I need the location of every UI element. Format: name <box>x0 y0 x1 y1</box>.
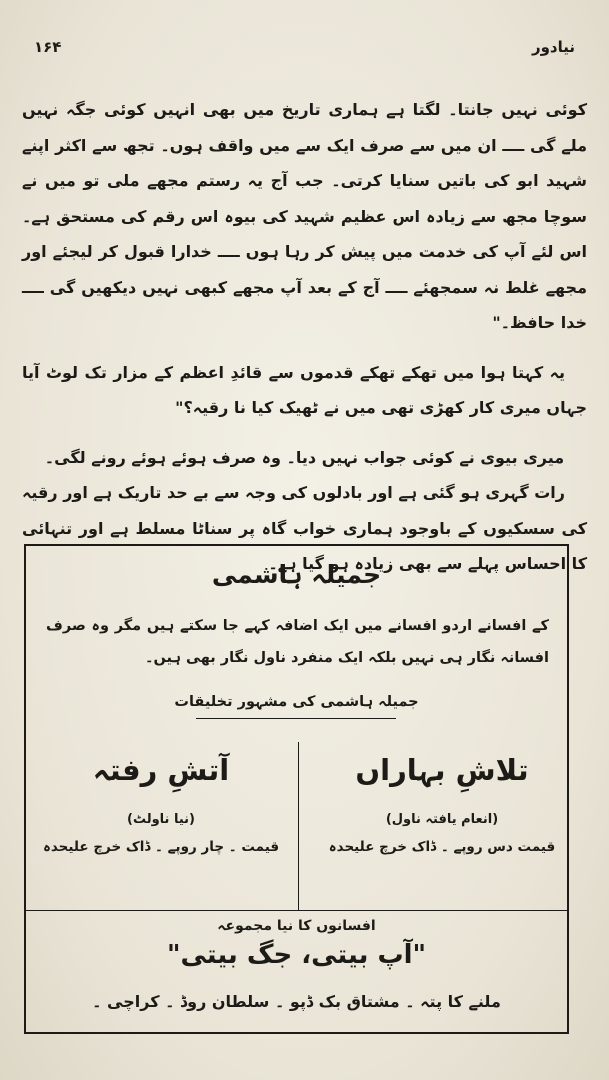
ad-subtitle: جمیلہ ہاشمی کی مشہور تخلیقات <box>174 694 419 710</box>
paragraph: کوئی نہیں جانتا۔ لگتا ہے ہماری تاریخ میں بھی انہیں کوئی جگہ نہیں ملے گی ــــ ان میں سے صرف ایک سے میں واقف ہوں۔ تجھ سے اکثر اپنے شہید ابو کی باتیں سنایا کرتی۔ جب آج یہ رستم مجھے ملی تو میں نے سوچا مجھ سے زیادہ اس عظیم شہید کی بیوہ اس رقم کی مستحق ہے۔ اس لئے آپ کی خدمت میں پیش کر رہا ہوں ــــ خدارا قبول کر لیجئے اور مجھے غلط نہ سمجھئے ــــ آج کے بعد آپ مجھے کبھی نہیں دیکھیں گی ــــ خدا حافظ۔" <box>22 100 587 332</box>
book-column-right <box>317 746 567 855</box>
page-header <box>34 36 575 58</box>
book-price: قیمت دس روپے ۔ ڈاک خرچ علیحدہ <box>328 839 556 855</box>
ad-author-name: جمیلہ ہاشمی <box>211 560 382 589</box>
subtitle-underline <box>196 718 396 719</box>
collection-title: "آپ بیتی، جگ بیتی" <box>166 940 427 970</box>
paragraph: رات گہری ہو گئی ہے اور بادلوں کی وجہ سے بے حد تاریک ہے اور رقیہ کی سسکیوں کے باوجود ہماری خواب گاہ پر سناٹا مسلط ہے اور تنہائی کا احساس پہلے سے بھی زیادہ ہو گیا ہے۔ <box>22 483 587 573</box>
book-column-left <box>36 746 286 855</box>
book-title: آتشِ رفتہ <box>92 753 230 787</box>
ad-description: کے افسانے اردو افسانے میں ایک اضافہ کہے جا سکتے ہیں مگر وہ صرف افسانہ نگار ہی نہیں بلکہ ایک منفرد ناول نگار بھی ہیں۔ <box>46 618 549 666</box>
paragraph: یہ کہتا ہوا میں تھکے تھکے قدموں سے قائدِ اعظم کے مزار تک لوٹ آیا جہاں میری کار کھڑی تھی میں نے ٹھیک کیا نا رقیہ؟" <box>22 362 587 417</box>
book-kind: (انعام یافتہ ناول) <box>385 812 499 827</box>
story-text <box>22 92 587 582</box>
book-title: تلاشِ بہاراں <box>355 753 529 787</box>
paragraph: میری بیوی نے کوئی جواب نہیں دیا۔ وہ صرف ہوئے ہوئے رونے لگی۔ <box>44 447 565 467</box>
book-kind: (نیا ناولٹ) <box>127 812 195 827</box>
page-number: ۱۶۴ <box>34 38 62 56</box>
column-divider <box>298 742 299 910</box>
collection-label: افسانوں کا نیا مجموعہ <box>217 918 376 934</box>
book-advertisement <box>24 544 569 1034</box>
ad-divider-line <box>26 910 567 911</box>
book-price: قیمت ۔ چار روپے ۔ ڈاک خرچ علیحدہ <box>42 839 280 855</box>
journal-name: نیادور <box>531 38 575 56</box>
ad-address: ملنے کا پتہ ۔ مشتاق بک ڈپو ۔ سلطان روڈ ۔ کراچی ۔ <box>92 992 501 1011</box>
